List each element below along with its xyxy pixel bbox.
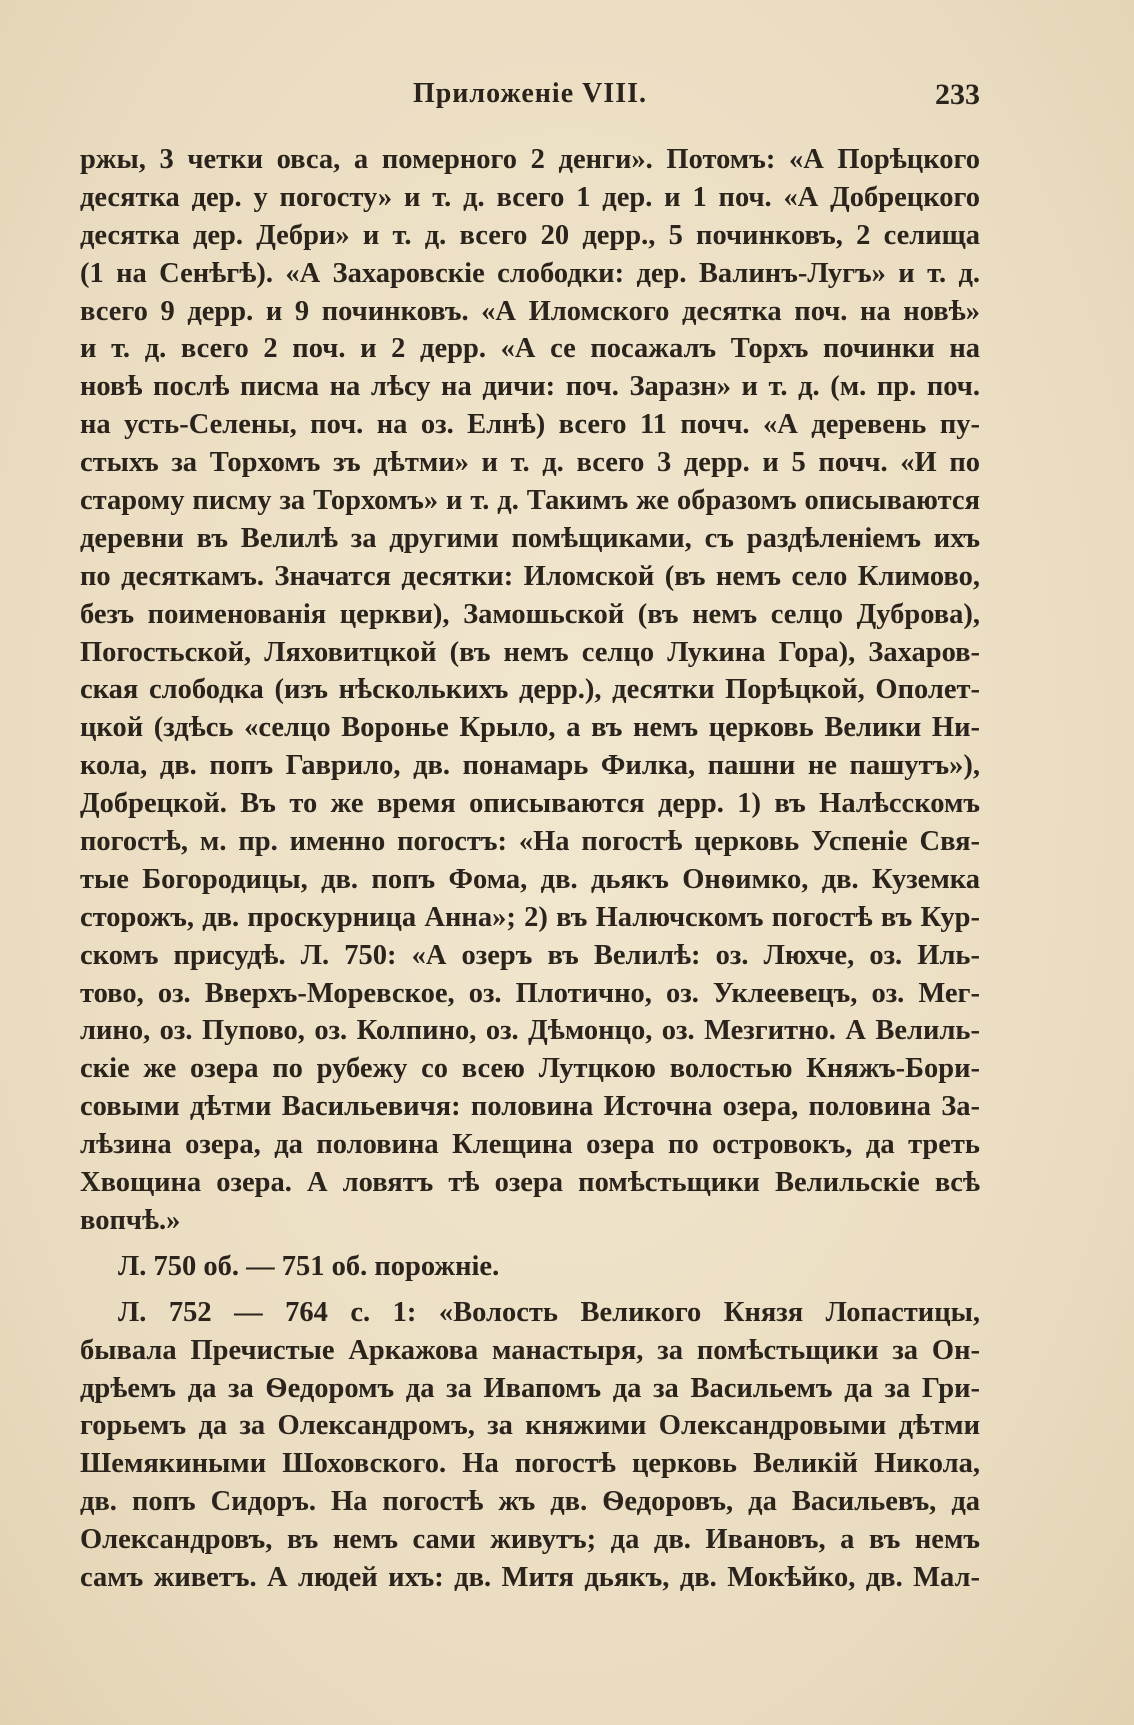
text-line: скомъ присудѣ. Л. 750: «А озеръ въ Велилѣ: оз. Люхче, оз. Иль- <box>80 939 980 971</box>
text-line: тые Богородицы, дв. попъ Фома, дв. дьякъ Онѳимко, дв. Куземка <box>80 863 980 895</box>
text-line: лино, оз. Пупово, оз. Колпино, оз. Дѣмонцо, оз. Мезгитно. А Велиль- <box>80 1015 980 1047</box>
text-line: стыхъ за Торхомъ зъ дѣтми» и т. д. всего 3 дерр. и 5 почч. «И по <box>80 447 980 479</box>
text-line: лѣзина озера, да половина Клещина озера по островокъ, да треть <box>80 1129 980 1161</box>
running-title: Приложеніе VIII. <box>412 78 648 109</box>
page-number: 233 <box>935 78 980 111</box>
text-line: кола, дв. попъ Гаврило, дв. понамарь Филка, пашни не пашутъ»), <box>80 750 980 782</box>
paragraph-gap <box>80 1240 980 1248</box>
text-line: по десяткамъ. Значатся десятки: Иломской (въ немъ село Климово, <box>80 560 980 592</box>
text-line: вопчѣ.» <box>80 1204 181 1236</box>
text-line: дрѣемъ да за Ѳедоромъ да за Ивапомъ да за Васильемъ да за Гри- <box>80 1372 980 1404</box>
text-line: Погостьской, Ляховитцкой (въ немъ селцо Лукина Гора), Захаров- <box>80 636 980 668</box>
paragraph-gap <box>80 1286 980 1294</box>
text-line: бывала Пречистые Аркажова манастыря, за помѣстьщики за Он- <box>80 1334 980 1366</box>
text-line: на усть-Селены, поч. на оз. Елнѣ) всего 11 почч. «А деревень пу- <box>80 409 980 441</box>
text-line: самъ живетъ. А людей ихъ: дв. Митя дьякъ, дв. Мокѣйко, дв. Мал- <box>80 1561 980 1593</box>
text-line: десятка дер. у погосту» и т. д. всего 1 дер. и 1 поч. «А Добрецкого <box>80 181 980 213</box>
text-line: Хвощина озера. А ловятъ тѣ озера помѣстьщики Велильскіе вcѣ <box>80 1167 980 1199</box>
text-line: совыми дѣтми Васильевичя: половина Источна озера, половина За- <box>80 1091 980 1123</box>
text-line: новѣ послѣ писма на лѣсу на дичи: поч. Заразн» и т. д. (м. пр. поч. <box>80 371 980 403</box>
text-line: скіе же озера по рубежу со всею Лутцкою волостью Княжъ-Бори- <box>80 1053 980 1085</box>
text-line: горьемъ да за Олександромъ, за княжими Олександровыми дѣтми <box>80 1410 980 1442</box>
folio-note: Л. 750 об. — 751 об. порожніе. <box>118 1250 500 1282</box>
text-line: Добрецкой. Въ то же время описываются дерр. 1) въ Налѣсскомъ <box>80 788 980 820</box>
text-line: деревни въ Велилѣ за другими помѣщиками, съ раздѣленіемъ ихъ <box>80 522 980 554</box>
body-text <box>80 141 980 1597</box>
text-line: ская слободка (изъ нѣсколькихъ дерр.), десятки Порѣцкой, Ополет- <box>80 674 980 706</box>
text-line: ржы, 3 четки овса, а померного 2 денги». Потомъ: «А Порѣцкого <box>80 144 980 175</box>
text-line: погостѣ, м. пр. именно погостъ: «На погостѣ церковь Успеніе Свя- <box>80 826 980 858</box>
text-line: Л. 752 — 764 с. 1: «Волость Великого Князя Лопастицы, <box>118 1296 980 1328</box>
running-head <box>80 78 980 118</box>
text-line: дв. попъ Сидоръ. На погостѣ жъ дв. Ѳедоровъ, да Васильевъ, да <box>80 1486 980 1518</box>
text-line: тово, оз. Вверхъ-Моревское, оз. Плотично, оз. Уклеевецъ, оз. Мег- <box>80 977 980 1009</box>
text-line: Олександровъ, въ немъ сами живутъ; да дв. Ивановъ, а въ немъ <box>80 1524 980 1556</box>
text-line: всего 9 дерр. и 9 починковъ. «А Иломского десятка поч. на новѣ» <box>80 295 980 327</box>
text-line: и т. д. всего 2 поч. и 2 дерр. «А се посажалъ Торхъ починки на <box>80 333 980 365</box>
text-line: (1 на Сенѣгѣ). «А Захаровскіе слободки: дер. Валинъ-Лугъ» и т. д. <box>80 257 980 289</box>
text-line: безъ поименованія церкви), Замошьской (въ немъ селцо Дуброва), <box>80 598 980 630</box>
text-line: Шемякиными Шоховского. На погостѣ церковь Великій Никола, <box>80 1448 980 1480</box>
text-line: цкой (здѣсь «селцо Воронье Крыло, а въ немъ церковь Велики Ни- <box>80 712 980 744</box>
text-line: десятка дер. Дебри» и т. д. всего 20 дерр., 5 починковъ, 2 селища <box>80 219 980 251</box>
text-line: сторожъ, дв. проскурница Анна»; 2) въ Налючскомъ погостѣ въ Кур- <box>80 901 980 933</box>
text-line: старому писму за Торхомъ» и т. д. Такимъ же образомъ описываются <box>80 485 980 517</box>
